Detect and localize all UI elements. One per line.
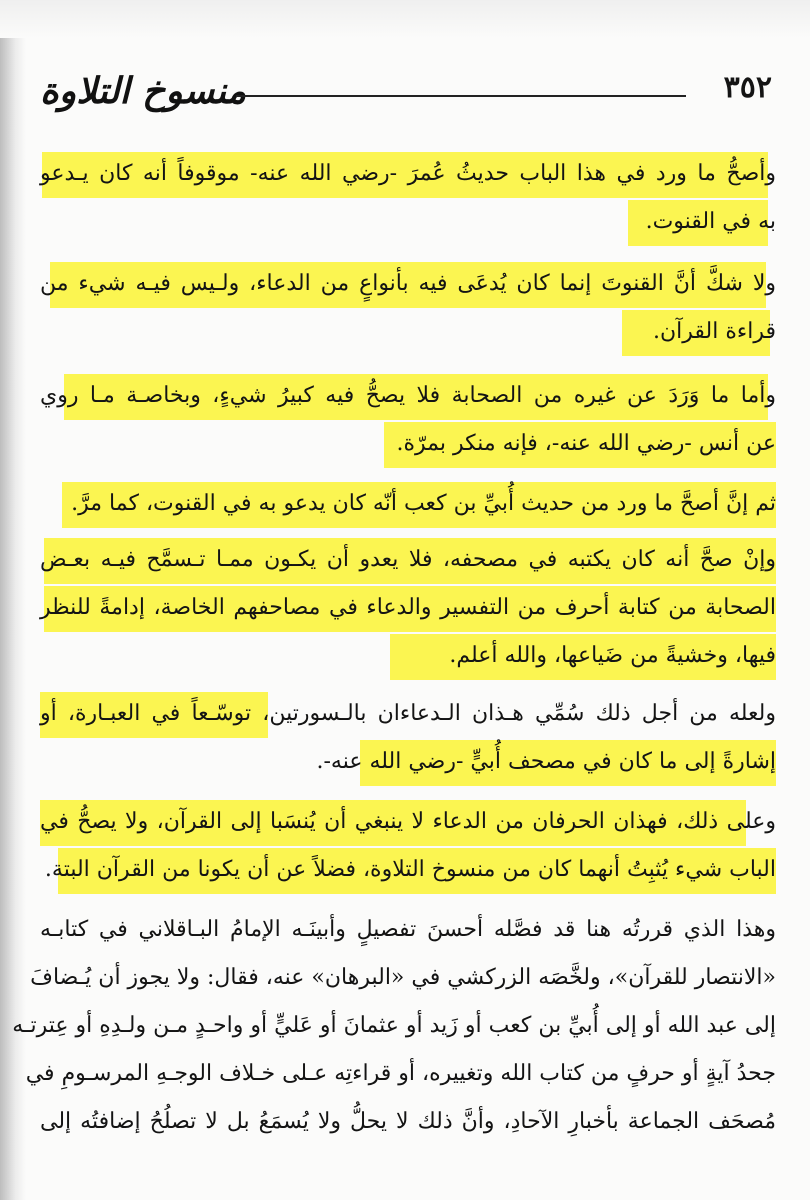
running-title: منسوخ التلاوة <box>40 70 247 112</box>
text-line: وإنْ صحَّ أنه كان يكتبه في مصحفه، فلا يعدو أن يكـون ممـا تـسمَّح فيـه بعـض <box>40 536 776 584</box>
text-line: ثم إنَّ أصحَّ ما ورد من حديث أُبيِّ بن كعب أنّه كان يدعو به في القنوت، كما مرَّ. <box>40 480 776 528</box>
page-top-shadow <box>0 0 810 38</box>
text-line: وأصحُّ ما ورد في هذا الباب حديثُ عُمرَ -رضي الله عنه- موقوفاً أنه كان يـدعو <box>40 150 776 198</box>
text-line: مُصحَف الجماعة بأخبارِ الآحادِ، وأنَّ ذلك لا يحلُّ ولا يُسمَعُ بل لا تصلُحُ إضافتُه إلى <box>40 1109 776 1134</box>
text-line: وهذا الذي قررتُه هنا قد فصَّله أحسنَ تفصيلٍ وأبينَـه الإمامُ البـاقلاني في كتابـه <box>40 917 776 942</box>
page-header <box>40 62 776 132</box>
text-line: جحدُ آيةٍ أو حرفٍ من كتاب الله وتغييره، أو قراءتِه عـلى خـلاف الوجـهِ المرسـومِ في <box>25 1061 776 1086</box>
text-line: ولا شكَّ أنَّ القنوتَ إنما كان يُدعَى فيه بأنواعٍ من الدعاء، ولـيس فيـه شيء من <box>40 260 776 308</box>
text-line: الباب شيء يُثبِتُ أنهما كان من منسوخ التلاوة، فضلاً عن أن يكونا من القرآن البتة. <box>40 846 776 894</box>
header-rule <box>236 95 686 97</box>
text-line: به في القنوت. <box>40 198 776 246</box>
text-line: وعلى ذلك، فهذان الحرفان من الدعاء لا ينبغي أن يُنسَبا إلى القرآن، ولا يصحُّ في <box>40 798 776 846</box>
text-line: إشارةً إلى ما كان في مصحف أُبيٍّ -رضي الله عنه-. <box>40 738 776 786</box>
page-number: ٣٥٢ <box>723 70 772 105</box>
text-line: قراءة القرآن. <box>40 308 776 356</box>
text-line: الصحابة من كتابة أحرف من التفسير والدعاء في مصاحفهم الخاصة، إدامةً للنظر <box>40 584 776 632</box>
text-line: عن أنس -رضي الله عنه-، فإنه منكر بمرّة. <box>40 420 776 468</box>
text-line: ولعله من أجل ذلك سُمِّي هـذان الـدعاءان بالـسورتين، توسّـعاً في العبـارة، أو <box>40 690 776 738</box>
text-line: وأما ما وَرَدَ عن غيره من الصحابة فلا يصحُّ فيه كبيرُ شيءٍ، وبخاصـة مـا روي <box>40 372 776 420</box>
text-line: «الانتصار للقرآن»، ولخَّصَه الزركشي في «البرهان» عنه، فقال: ولا يجوز أن يُـضافَ <box>30 965 776 990</box>
text-line: فيها، وخشيةً من ضَياعها، والله أعلم. <box>40 632 776 680</box>
text-line: إلى عبد الله أو إلى أُبيِّ بن كعب أو زَيد أو عثمانَ أو عَليٍّ أو واحـدٍ مـن ولـدِهِ أو عِترتـه <box>12 1013 776 1038</box>
